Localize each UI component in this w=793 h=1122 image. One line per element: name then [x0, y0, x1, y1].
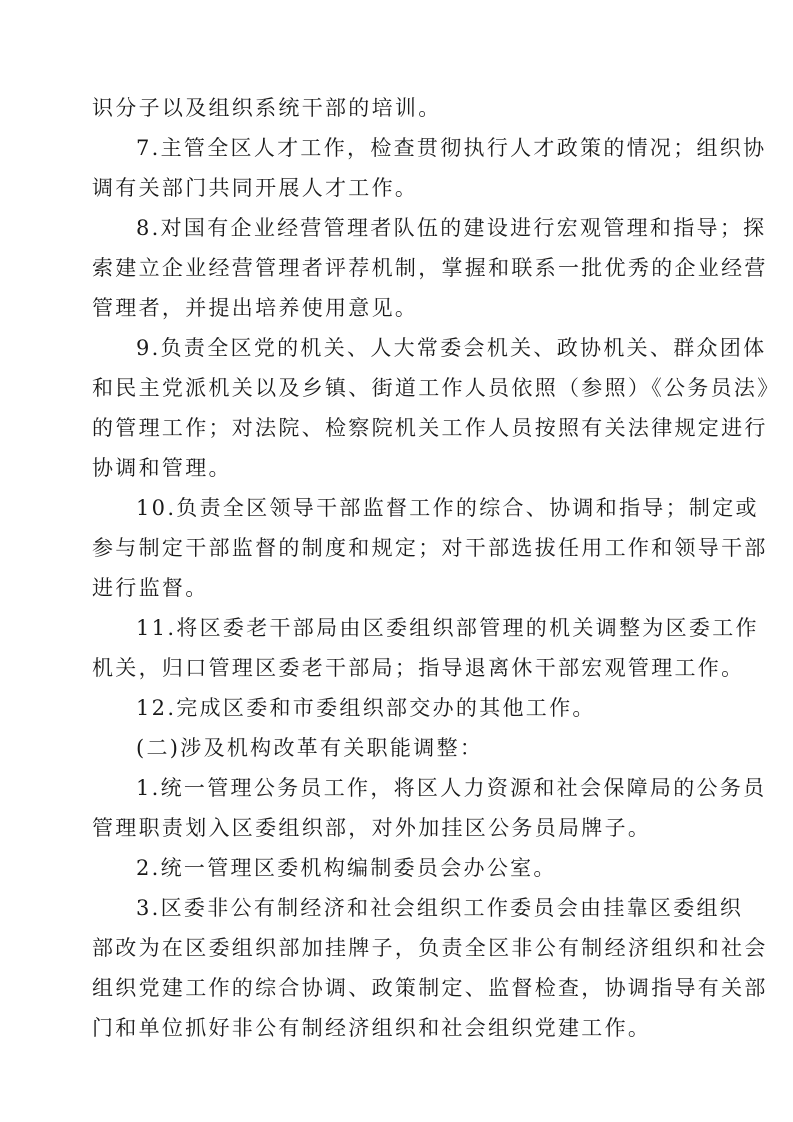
text-line: 组织党建工作的综合协调、政策制定、监督检查，协调指导有关部 — [92, 976, 768, 1000]
text-line: 部改为在区委组织部加挂牌子，负责全区非公有制经济组织和社会 — [92, 936, 768, 960]
text-line: 8.对国有企业经营管理者队伍的建设进行宏观管理和指导；探 — [136, 216, 767, 240]
text-line: 3.区委非公有制经济和社会组织工作委员会由挂靠区委组织 — [136, 896, 744, 920]
text-line: 调有关部门共同开展人才工作。 — [92, 176, 419, 200]
text-line: 7.主管全区人才工作，检查贯彻执行人才政策的情况；组织协 — [136, 136, 767, 160]
text-line: 进行监督。 — [92, 576, 209, 600]
text-line: (二)涉及机构改革有关职能调整： — [136, 736, 484, 760]
text-line: 12.完成区委和市委组织部交办的其他工作。 — [136, 696, 596, 720]
body-text — [92, 88, 781, 1048]
text-line: 协调和管理。 — [92, 456, 232, 480]
text-line: 门和单位抓好非公有制经济组织和社会组织党建工作。 — [92, 1016, 652, 1040]
text-line: 管理职责划入区委组织部，对外加挂区公务员局牌子。 — [92, 816, 652, 840]
text-line: 识分子以及组织系统干部的培训。 — [92, 96, 442, 120]
text-line: 和民主党派机关以及乡镇、街道工作人员依照（参照）《公务员法》 — [92, 376, 781, 400]
text-line: 10.负责全区领导干部监督工作的综合、协调和指导；制定或 — [136, 496, 759, 520]
text-line: 1.统一管理公务员工作，将区人力资源和社会保障局的公务员 — [136, 776, 767, 800]
text-line: 索建立企业经营管理者评荐机制，掌握和联系一批优秀的企业经营 — [92, 256, 768, 280]
text-line: 11.将区委老干部局由区委组织部管理的机关调整为区委工作 — [136, 616, 759, 640]
text-line: 2.统一管理区委机构编制委员会办公室。 — [136, 856, 557, 880]
text-line: 机关，归口管理区委老干部局；指导退离休干部宏观管理工作。 — [92, 656, 745, 680]
text-line: 参与制定干部监督的制度和规定；对干部选拔任用工作和领导干部 — [92, 536, 768, 560]
text-line: 管理者，并提出培养使用意见。 — [92, 296, 419, 320]
text-line: 的管理工作；对法院、检察院机关工作人员按照有关法律规定进行 — [92, 416, 768, 440]
text-line: 9.负责全区党的机关、人大常委会机关、政协机关、群众团体 — [136, 336, 767, 360]
